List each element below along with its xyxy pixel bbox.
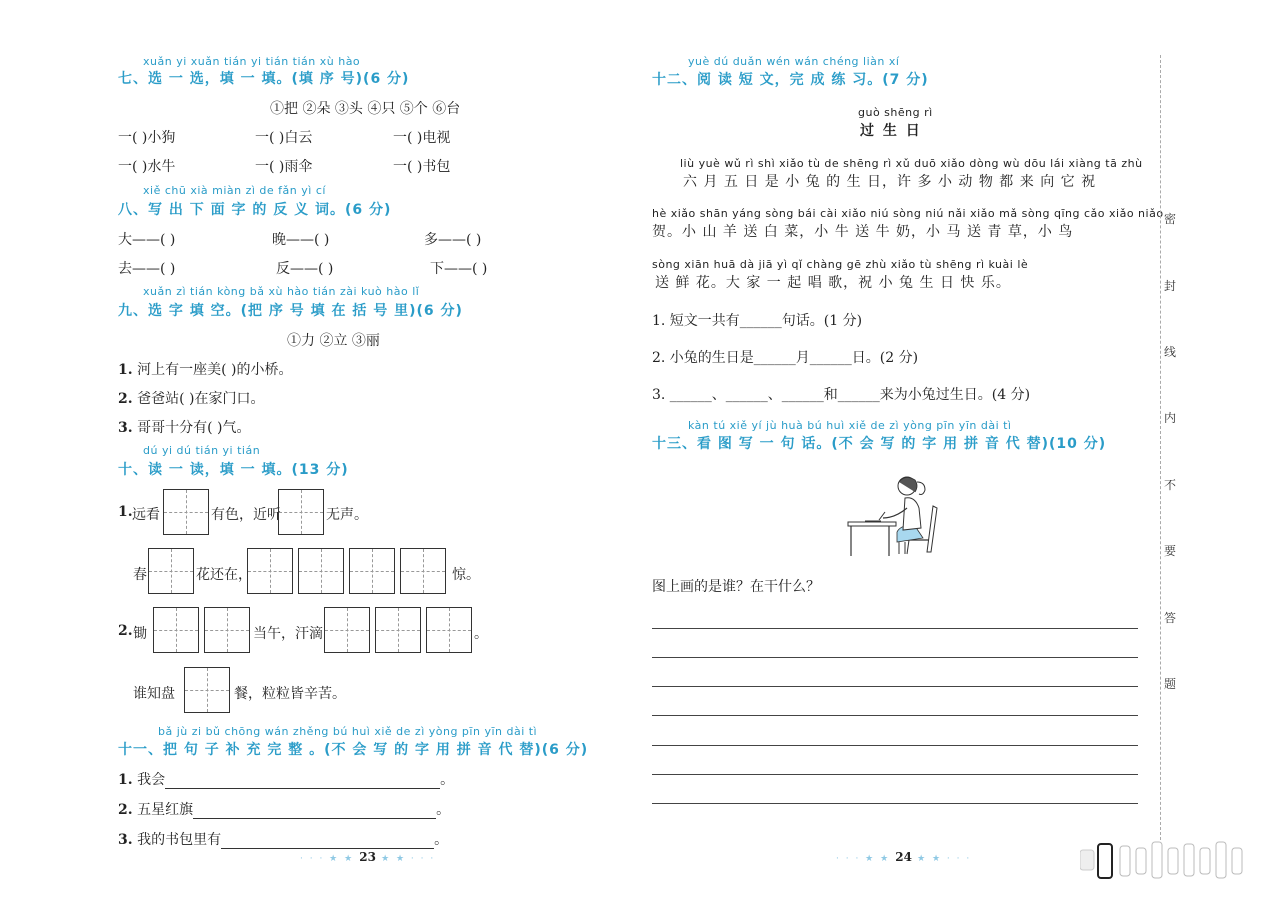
s9-item-1-text: 河上有一座美( )的小桥。: [137, 362, 293, 378]
s10-q1-a: 远看: [132, 507, 160, 523]
s10-q2-c: 。: [474, 626, 488, 642]
write-box[interactable]: [400, 548, 446, 594]
s10-q2-a: 锄: [133, 626, 147, 642]
write-box[interactable]: [204, 607, 250, 653]
s11-item-2-text: 五星红旗: [137, 802, 194, 818]
writing-line[interactable]: [652, 803, 1138, 804]
s10-pinyin: dú yi dú tián yi tián: [143, 444, 261, 457]
s9-item-1-num: 1.: [118, 362, 133, 378]
seal-char: 封: [1164, 279, 1177, 293]
write-box[interactable]: [153, 607, 199, 653]
deco-dots: · · · ★ ★: [836, 854, 891, 864]
s11-item-2[interactable]: [118, 799, 450, 819]
s11-item-1-end: 。: [440, 772, 455, 788]
watermark-logo: [1080, 838, 1250, 886]
writing-line[interactable]: [652, 628, 1138, 629]
s9-item-2-text: 爸爸站( )在家门口。: [137, 391, 265, 407]
s12-q3[interactable]: 3. ______、______、______和______来为小兔过生日。(4 分): [652, 387, 1031, 403]
write-box[interactable]: [148, 548, 194, 594]
s9-item-1[interactable]: [118, 359, 292, 379]
story-title: 过 生 日: [860, 123, 922, 139]
s12-q1[interactable]: 1. 短文一共有______句话。(1 分): [652, 313, 863, 329]
s10-q1-c: 无声。: [326, 507, 368, 523]
seal-char: 不: [1164, 478, 1177, 492]
write-box[interactable]: [375, 607, 421, 653]
s11-item-3-end: 。: [434, 832, 449, 848]
seal-char: 题: [1164, 677, 1177, 691]
s7-row2-a[interactable]: 一( )水牛: [118, 159, 176, 175]
story-line-1-pinyin: liù yuè wǔ rì shì xiǎo tù de shēng rì xǔ duō xiǎo dòng wù dōu lái xiàng tā zhù: [680, 157, 1143, 170]
s7-row1-b[interactable]: 一( )白云: [255, 130, 313, 146]
s12-pinyin: yuè dú duǎn wén wán chéng liàn xí: [688, 55, 900, 68]
s8-row1-c[interactable]: 多——( ): [424, 232, 482, 248]
s11-item-2-num: 2.: [118, 802, 133, 818]
s9-item-2-num: 2.: [118, 391, 133, 407]
page-number-right: [836, 846, 971, 865]
s11-item-1[interactable]: [118, 769, 454, 789]
s9-item-3-text: 哥哥十分有( )气。: [137, 420, 251, 436]
s9-options: ①力 ②立 ③丽: [287, 333, 380, 349]
s8-row1-b[interactable]: 晚——( ): [272, 232, 330, 248]
s8-pinyin: xiě chū xià miàn zì de fǎn yì cí: [143, 184, 326, 197]
write-box[interactable]: [426, 607, 472, 653]
deco-dots: · · · ★ ★: [300, 854, 355, 864]
s10-q1-b: 有色，近听: [211, 507, 281, 523]
seal-char: 要: [1164, 544, 1177, 558]
s11-item-1-num: 1.: [118, 772, 133, 788]
s13-title: 十三、看 图 写 一 句 话。(不 会 写 的 字 用 拼 音 代 替)(10 分): [652, 436, 1107, 452]
s7-row2-c[interactable]: 一( )书包: [393, 159, 451, 175]
s11-item-3-text: 我的书包里有: [137, 832, 222, 848]
s11-item-3-num: 3.: [118, 832, 133, 848]
s7-options: ①把 ②朵 ③头 ④只 ⑤个 ⑥台: [270, 101, 461, 117]
story-title-pinyin: guò shēng rì: [858, 106, 933, 119]
story-line-1: 六 月 五 日 是 小 兔 的 生 日，许 多 小 动 物 都 来 向 它 祝: [683, 174, 1097, 190]
write-box[interactable]: [324, 607, 370, 653]
s10-q1-e: 花还在，: [196, 567, 252, 583]
s8-row1-a[interactable]: 大——( ): [118, 232, 176, 248]
s7-row1-a[interactable]: 一( )小狗: [118, 130, 176, 146]
write-box[interactable]: [298, 548, 344, 594]
deco-dots: ★ ★ · · ·: [917, 854, 972, 864]
story-line-2-pinyin: hè xiǎo shān yáng sòng bái cài xiǎo niú sòng niú nǎi xiǎo mǎ sòng qīng cǎo xiǎo niǎo: [652, 207, 1164, 220]
s9-item-3-num: 3.: [118, 420, 133, 436]
s7-row2-b[interactable]: 一( )雨伞: [255, 159, 313, 175]
s13-pinyin: kàn tú xiě yí jù huà bú huì xiě de zì yòng pīn yīn dài tì: [688, 419, 1012, 432]
s10-q2-num: 2.: [118, 623, 133, 639]
writing-line[interactable]: [652, 774, 1138, 775]
s10-title: 十、读 一 读，填 一 填。(13 分): [118, 462, 349, 478]
s9-title: 九、选 字 填 空。(把 序 号 填 在 括 号 里)(6 分): [118, 303, 463, 319]
s12-title: 十二、阅 读 短 文，完 成 练 习。(7 分): [652, 72, 929, 88]
s11-pinyin: bǎ jù zi bǔ chōng wán zhěng bú huì xiě de zì yòng pīn yīn dài tì: [158, 725, 538, 738]
write-box[interactable]: [184, 667, 230, 713]
s11-item-2-end: 。: [436, 802, 451, 818]
s7-title: 七、选 一 选，填 一 填。(填 序 号)(6 分): [118, 71, 410, 87]
s10-q1-f: 惊。: [452, 567, 480, 583]
story-line-3-pinyin: sòng xiān huā dà jiā yì qǐ chàng gē zhù xiǎo tù shēng rì kuài lè: [652, 258, 1029, 271]
s8-row2-b[interactable]: 反——( ): [276, 261, 334, 277]
s9-item-3[interactable]: [118, 417, 250, 437]
seal-char: 线: [1164, 345, 1177, 359]
page-number-left: [300, 846, 435, 865]
write-box[interactable]: [247, 548, 293, 594]
writing-line[interactable]: [652, 657, 1138, 658]
s10-q2-b: 当午，汗滴: [253, 626, 323, 642]
s11-item-1-text: 我会: [137, 772, 166, 788]
answer-line[interactable]: [193, 804, 436, 819]
seal-char: 答: [1164, 611, 1177, 625]
s7-row1-c[interactable]: 一( )电视: [393, 130, 451, 146]
answer-line[interactable]: [165, 774, 440, 789]
write-box[interactable]: [163, 489, 209, 535]
girl-writing-illustration: [845, 468, 941, 560]
s10-q2-e: 餐，粒粒皆辛苦。: [234, 686, 346, 702]
story-line-2: 贺。小 山 羊 送 白 菜，小 牛 送 牛 奶，小 马 送 青 草，小 鸟: [652, 224, 1074, 240]
page-num-23: 23: [359, 850, 376, 864]
page-num-24: 24: [895, 850, 912, 864]
s12-q2[interactable]: 2. 小兔的生日是______月______日。(2 分): [652, 350, 919, 366]
deco-dots: ★ ★ · · ·: [381, 854, 436, 864]
write-box[interactable]: [278, 489, 324, 535]
seal-line: [1160, 55, 1161, 845]
s8-row2-c[interactable]: 下——( ): [430, 261, 488, 277]
seal-char: 内: [1164, 411, 1177, 425]
s9-pinyin: xuǎn zì tián kòng bǎ xù hào tián zài kuò hào lǐ: [143, 285, 420, 298]
writing-line[interactable]: [652, 686, 1138, 687]
writing-line[interactable]: [652, 715, 1138, 716]
write-box[interactable]: [349, 548, 395, 594]
s10-q2-d: 谁知盘: [133, 686, 175, 702]
writing-line[interactable]: [652, 745, 1138, 746]
s8-row2-a[interactable]: 去——( ): [118, 261, 176, 277]
s7-pinyin: xuǎn yi xuǎn tián yi tián tián xù hào: [143, 55, 361, 68]
s13-question: 图上画的是谁？在干什么？: [652, 579, 820, 595]
s10-q1-num: 1.: [118, 504, 133, 520]
s9-item-2[interactable]: [118, 388, 264, 408]
story-line-3: 送 鲜 花。大 家 一 起 唱 歌，祝 小 兔 生 日 快 乐。: [655, 275, 1011, 291]
seal-char: 密: [1164, 212, 1177, 226]
s8-title: 八、写 出 下 面 字 的 反 义 词。(6 分): [118, 202, 392, 218]
s10-q1-d: 春: [133, 567, 147, 583]
s11-title: 十一、把 句 子 补 充 完 整 。(不 会 写 的 字 用 拼 音 代 替)(6 分): [118, 742, 589, 758]
